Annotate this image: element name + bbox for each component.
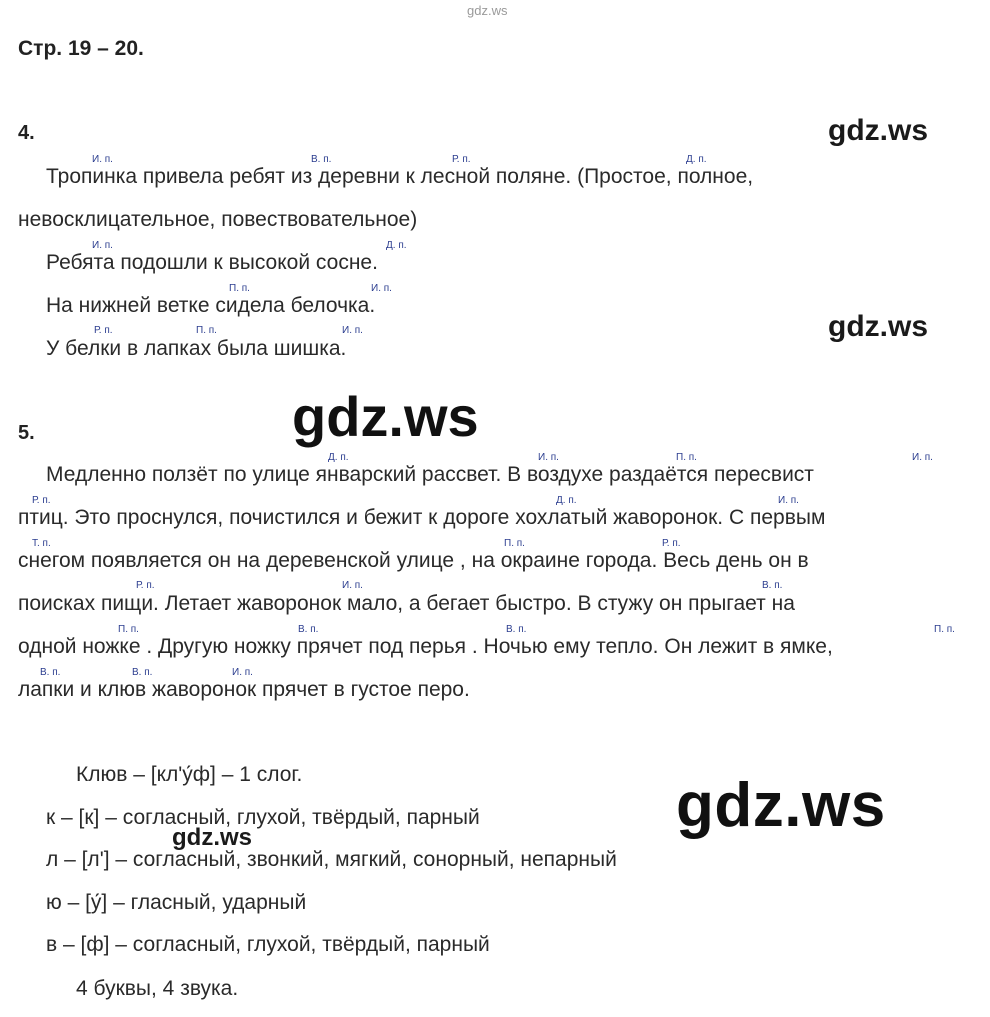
case-tag: П. п. — [934, 624, 955, 635]
case-tag: И. п. — [342, 325, 363, 336]
task5-line-1: Медленно ползёт по улице январский рассвет. В воздухе раздаётся пересвист — [46, 463, 814, 486]
phonetic-word-line: Клюв – [кл'у́ф] – 1 слог. — [76, 763, 303, 786]
case-tag: Р. п. — [452, 154, 471, 165]
task-number-4: 4. — [18, 122, 35, 144]
phonetic-summary: 4 буквы, 4 звука. — [76, 977, 239, 1000]
phonetic-row-v: в – [ф] – согласный, глухой, твёрдый, парный — [46, 933, 490, 956]
task4-sentence1-line1: Тропинка привела ребят из деревни к лесной поляне. (Простое, полное, — [46, 165, 754, 188]
watermark-task5: gdz.ws — [292, 385, 479, 448]
case-tag: Р. п. — [32, 495, 51, 506]
task5-line-5: одной ножке . Другую ножку прячет под перья . Ночью ему тепло. Он лежит в ямке, — [18, 635, 833, 658]
case-tag: Д. п. — [328, 452, 349, 463]
case-tag: И. п. — [912, 452, 933, 463]
case-tag: В. п. — [762, 580, 783, 591]
case-tag: И. п. — [371, 283, 392, 294]
case-tag: Д. п. — [386, 240, 407, 251]
phonetic-row-yu: ю – [у́] – гласный, ударный — [46, 891, 307, 914]
case-tag: В. п. — [132, 667, 153, 678]
case-tag: Р. п. — [662, 538, 681, 549]
case-tag: Р. п. — [136, 580, 155, 591]
task5-line-3: снегом появляется он на деревенской улице , на окраине города. Весь день он в — [18, 549, 809, 572]
watermark-top: gdz.ws — [467, 3, 508, 18]
case-tag: Д. п. — [686, 154, 707, 165]
case-tag: И. п. — [778, 495, 799, 506]
case-tag: И. п. — [232, 667, 253, 678]
task5-line-4: поисках пищи. Летает жаворонок мало, а бегает быстро. В стужу он прыгает на — [18, 592, 795, 615]
case-tag: П. п. — [676, 452, 697, 463]
task4-sentence1-line2: невосклицательное, повествовательное) — [18, 208, 418, 231]
phonetic-row-k: к – [к] – согласный, глухой, твёрдый, парный — [46, 806, 480, 829]
task4-sentence4: У белки в лапках была шишка. — [46, 337, 347, 360]
task4-sentence2: Ребята подошли к высокой сосне. — [46, 251, 378, 274]
case-tag: Д. п. — [556, 495, 577, 506]
page-title: Стр. 19 – 20. — [18, 37, 144, 60]
case-tag: Р. п. — [94, 325, 113, 336]
case-tag: П. п. — [229, 283, 250, 294]
case-tag: П. п. — [118, 624, 139, 635]
case-tag: И. п. — [342, 580, 363, 591]
phonetic-row-l: л – [л'] – согласный, звонкий, мягкий, сонорный, непарный — [46, 848, 617, 871]
task4-sentence3: На нижней ветке сидела белочка. — [46, 294, 376, 317]
case-tag: В. п. — [298, 624, 319, 635]
case-tag: В. п. — [40, 667, 61, 678]
case-tag: И. п. — [538, 452, 559, 463]
case-tag: П. п. — [504, 538, 525, 549]
case-tag: В. п. — [506, 624, 527, 635]
watermark-big: gdz.ws — [676, 771, 886, 840]
case-tag: П. п. — [196, 325, 217, 336]
task5-line-2: птиц. Это проснулся, почистился и бежит к дороге хохлатый жаворонок. С первым — [18, 506, 826, 529]
watermark-task4-2: gdz.ws — [828, 310, 929, 343]
task5-line-6: лапки и клюв жаворонок прячет в густое перо. — [18, 678, 470, 701]
watermark-task4: gdz.ws — [828, 114, 929, 147]
case-tag: В. п. — [311, 154, 332, 165]
task-number-5: 5. — [18, 422, 35, 444]
watermark-small: gdz.ws — [172, 824, 253, 851]
case-tag: И. п. — [92, 240, 113, 251]
case-tag: Т. п. — [32, 538, 51, 549]
case-tag: И. п. — [92, 154, 113, 165]
